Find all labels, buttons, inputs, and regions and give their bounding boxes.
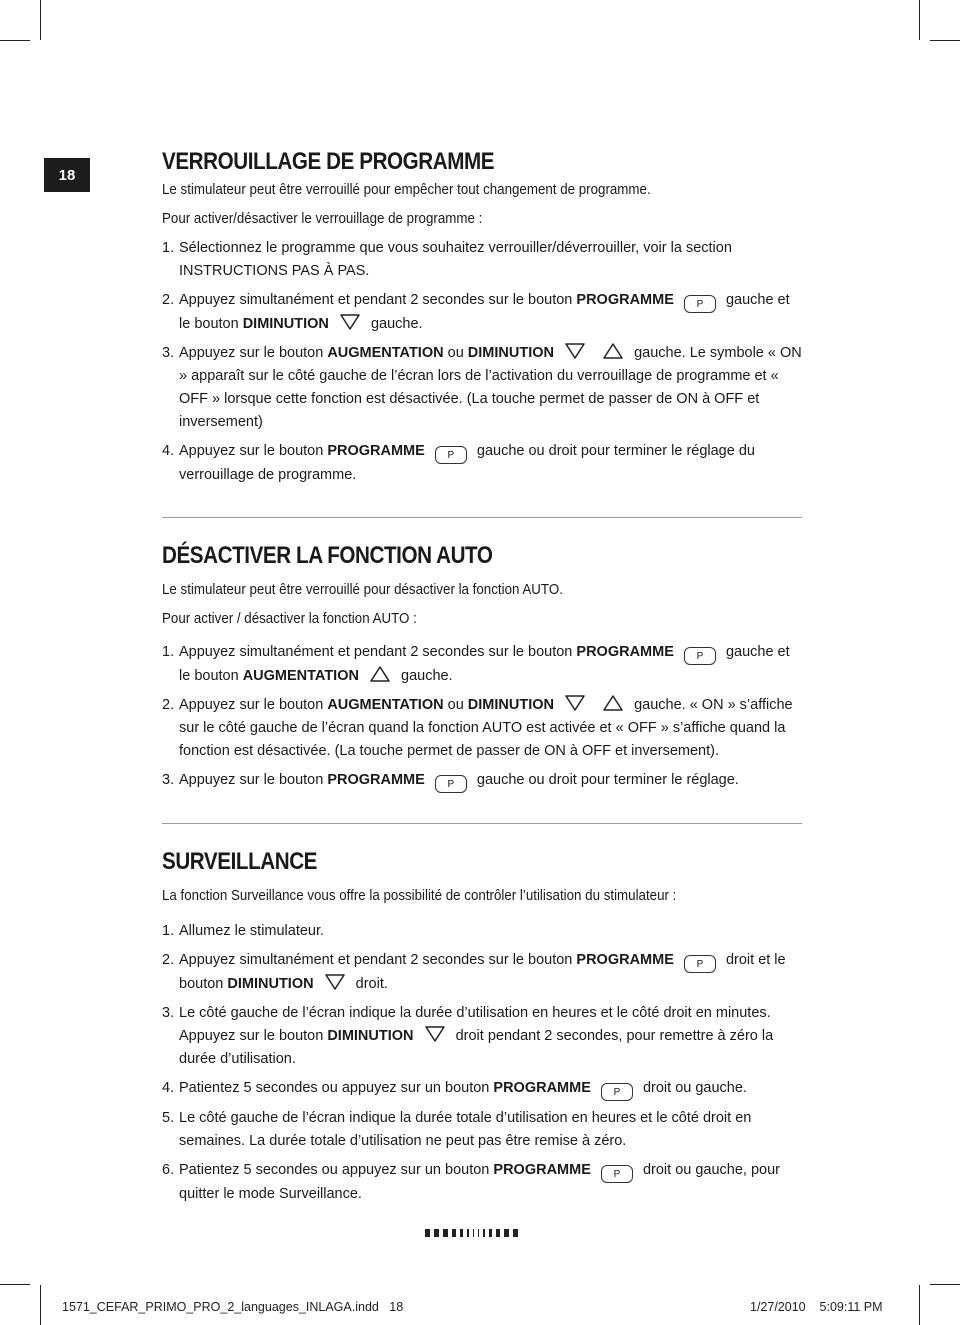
step-text: gauche ou droit pour terminer le réglage du verrouillage de programme. — [179, 443, 755, 483]
step-text: Appuyez simultanément et pendant 2 secondes sur le bouton — [179, 952, 573, 968]
program-button-icon: P — [601, 1165, 633, 1183]
button-name: AUGMENTATION — [327, 345, 444, 361]
step — [162, 1002, 802, 1071]
step-text: gauche. Le symbole « ON » apparaît sur le côté gauche de l’écran lors de l’activation du verrouillage de programme et « OFF » lorsque cette fonction est désactivée. (La touche permet de passer de ON à OFF et inversement) — [179, 345, 802, 430]
document-body — [162, 150, 802, 1206]
footer-bar-segment — [452, 1229, 456, 1237]
step-text: Appuyez sur le bouton — [179, 697, 324, 713]
footer-bar-segment — [467, 1229, 469, 1237]
button-name: PROGRAMME — [327, 772, 425, 788]
footer-bar-segment — [496, 1229, 500, 1237]
step-text: droit pendant 2 secondes, pour remettre à zéro la durée d’utilisation. — [179, 1028, 774, 1067]
section-monitoring — [162, 850, 802, 1206]
step-text: Appuyez simultanément et pendant 2 secondes sur le bouton — [179, 292, 573, 308]
step-text: gauche et le bouton — [179, 292, 790, 332]
section-title: DÉSACTIVER LA FONCTION AUTO — [162, 542, 493, 569]
step-text: ou — [447, 697, 464, 713]
footer-bar-segment — [473, 1229, 474, 1237]
footer-bar-segment — [425, 1229, 430, 1237]
step-text: droit ou gauche, pour quitter le mode Surveillance. — [179, 1162, 780, 1202]
button-name: DIMINUTION — [242, 316, 329, 332]
step-number: 3. — [162, 772, 175, 788]
button-name: AUGMENTATION — [242, 668, 359, 684]
step — [162, 1107, 802, 1153]
crop-mark-bottom-right — [919, 1285, 920, 1325]
button-name: PROGRAMME — [493, 1080, 591, 1096]
triangle-up-icon — [602, 342, 624, 360]
step — [162, 694, 802, 763]
program-button-icon: P — [684, 647, 716, 665]
footer-bar-segment — [478, 1229, 479, 1237]
footer-bar-segment — [513, 1229, 518, 1237]
step-text: Allumez le stimulateur. — [179, 923, 325, 939]
step-text: gauche. — [370, 316, 423, 332]
section-divider — [162, 823, 802, 824]
footer-bar-segment — [483, 1229, 485, 1237]
button-name: DIMINUTION — [467, 345, 554, 361]
slug-time: 5:09:11 PM — [819, 1300, 883, 1314]
step — [162, 949, 802, 996]
step — [162, 920, 802, 943]
step-text: droit et le bouton — [179, 952, 786, 992]
crop-mark-bottom-left — [40, 1285, 41, 1325]
section-program-lock — [162, 150, 802, 487]
step — [162, 342, 802, 434]
step-text: gauche et le bouton — [179, 644, 790, 684]
section-divider — [162, 517, 802, 518]
slug-file — [62, 1300, 403, 1314]
button-name: PROGRAMME — [493, 1162, 591, 1178]
program-button-icon: P — [601, 1083, 633, 1101]
step — [162, 289, 802, 336]
step — [162, 1077, 802, 1101]
intro-line: La fonction Surveillance vous offre la possibilité de contrôler l’utilisation du stimulateur : — [162, 888, 677, 904]
footer-bar-segment — [443, 1229, 448, 1237]
footer-bar-segment — [504, 1229, 509, 1237]
step-text: gauche. « ON » s’affiche sur le côté gauche de l’écran quand la fonction AUTO est activée et « OFF » s’affiche quand la fonction est désactivée. (La touche permet de passer de ON à OFF et inversement). — [179, 697, 793, 759]
button-name: DIMINUTION — [467, 697, 554, 713]
triangle-down-icon — [424, 1025, 446, 1043]
step-number: 2. — [162, 697, 175, 713]
intro-line: Le stimulateur peut être verrouillé pour désactiver la fonction AUTO. — [162, 582, 563, 598]
step-text: gauche ou droit pour terminer le réglage. — [476, 772, 739, 788]
crop-mark-bottom-left-h — [0, 1284, 30, 1285]
section-title: SURVEILLANCE — [162, 848, 318, 875]
step-number: 2. — [162, 952, 175, 968]
step — [162, 1159, 802, 1206]
step-number: 1. — [162, 923, 175, 939]
page-number-tab — [44, 158, 90, 192]
step — [162, 641, 802, 688]
program-button-icon: P — [684, 955, 716, 973]
slug-timestamp — [750, 1300, 883, 1314]
step-text: Appuyez sur le bouton — [179, 443, 324, 459]
step-number: 3. — [162, 1005, 175, 1021]
step-number: 3. — [162, 345, 175, 361]
slug-date: 1/27/2010 — [750, 1300, 806, 1314]
page-number: 18 — [58, 166, 76, 184]
step-text: Le côté gauche de l’écran indique la durée totale d’utilisation en heures et le côté droit en semaines. La durée totale d’utilisation ne peut pas être remise à zéro. — [179, 1110, 752, 1149]
footer-bar-segment — [434, 1229, 439, 1237]
slug-page: 18 — [389, 1300, 404, 1314]
slug-filename: 1571_CEFAR_PRIMO_PRO_2_languages_INLAGA.indd — [62, 1300, 379, 1314]
program-button-icon: P — [435, 775, 467, 793]
step-text: Le côté gauche de l’écran indique la durée d’utilisation en heures et le côté droit en minutes. Appuyez sur le bouton — [179, 1005, 771, 1044]
step — [162, 237, 802, 283]
step-text: Sélectionnez le programme que vous souhaitez verrouiller/déverrouiller, voir la section INSTRUCTIONS PAS À PAS. — [179, 240, 732, 279]
triangle-up-icon — [602, 694, 624, 712]
triangle-down-icon — [324, 973, 346, 991]
button-name: DIMINUTION — [227, 976, 314, 992]
crop-mark-top-right-h — [930, 40, 960, 41]
crop-mark-bottom-right-h — [930, 1284, 960, 1285]
triangle-up-icon — [369, 665, 391, 683]
button-name: PROGRAMME — [327, 443, 425, 459]
intro-line: Le stimulateur peut être verrouillé pour empêcher tout changement de programme. — [162, 182, 651, 198]
crop-mark-top-left — [40, 0, 41, 40]
step-number: 2. — [162, 292, 175, 308]
button-name: PROGRAMME — [576, 292, 674, 308]
footer-bar-segment — [489, 1229, 492, 1237]
triangle-down-icon — [339, 313, 361, 331]
step-number: 4. — [162, 443, 175, 459]
step-text: Appuyez sur le bouton — [179, 345, 324, 361]
step-text: Patientez 5 secondes ou appuyez sur un bouton — [179, 1080, 490, 1096]
crop-mark-top-left-h — [0, 40, 30, 41]
step-text: Appuyez sur le bouton — [179, 772, 324, 788]
program-button-icon: P — [435, 446, 467, 464]
program-button-icon: P — [684, 295, 716, 313]
button-name: PROGRAMME — [576, 952, 674, 968]
intro-line: Pour activer / désactiver la fonction AUTO : — [162, 611, 417, 627]
button-name: PROGRAMME — [576, 644, 674, 660]
section-auto-disable — [162, 544, 802, 793]
step — [162, 769, 802, 793]
button-name: AUGMENTATION — [327, 697, 444, 713]
step-number: 6. — [162, 1162, 175, 1178]
step-number: 4. — [162, 1080, 175, 1096]
step-text: ou — [447, 345, 464, 361]
step-number: 5. — [162, 1110, 175, 1126]
crop-mark-top-right — [919, 0, 920, 40]
section-title: VERROUILLAGE DE PROGRAMME — [162, 148, 495, 175]
step-number: 1. — [162, 240, 175, 256]
step-text: gauche. — [401, 668, 453, 684]
step-text: Appuyez simultanément et pendant 2 secondes sur le bouton — [179, 644, 573, 660]
step — [162, 440, 802, 487]
footer-decoration — [425, 1229, 518, 1237]
intro-line: Pour activer/désactiver le verrouillage de programme : — [162, 211, 483, 227]
triangle-down-icon — [564, 694, 586, 712]
triangle-down-icon — [564, 342, 586, 360]
footer-bar-segment — [460, 1229, 463, 1237]
step-text: Patientez 5 secondes ou appuyez sur un bouton — [179, 1162, 490, 1178]
step-number: 1. — [162, 644, 175, 660]
step-text: droit ou gauche. — [642, 1080, 747, 1096]
button-name: DIMINUTION — [327, 1028, 414, 1044]
step-text: droit. — [355, 976, 388, 992]
